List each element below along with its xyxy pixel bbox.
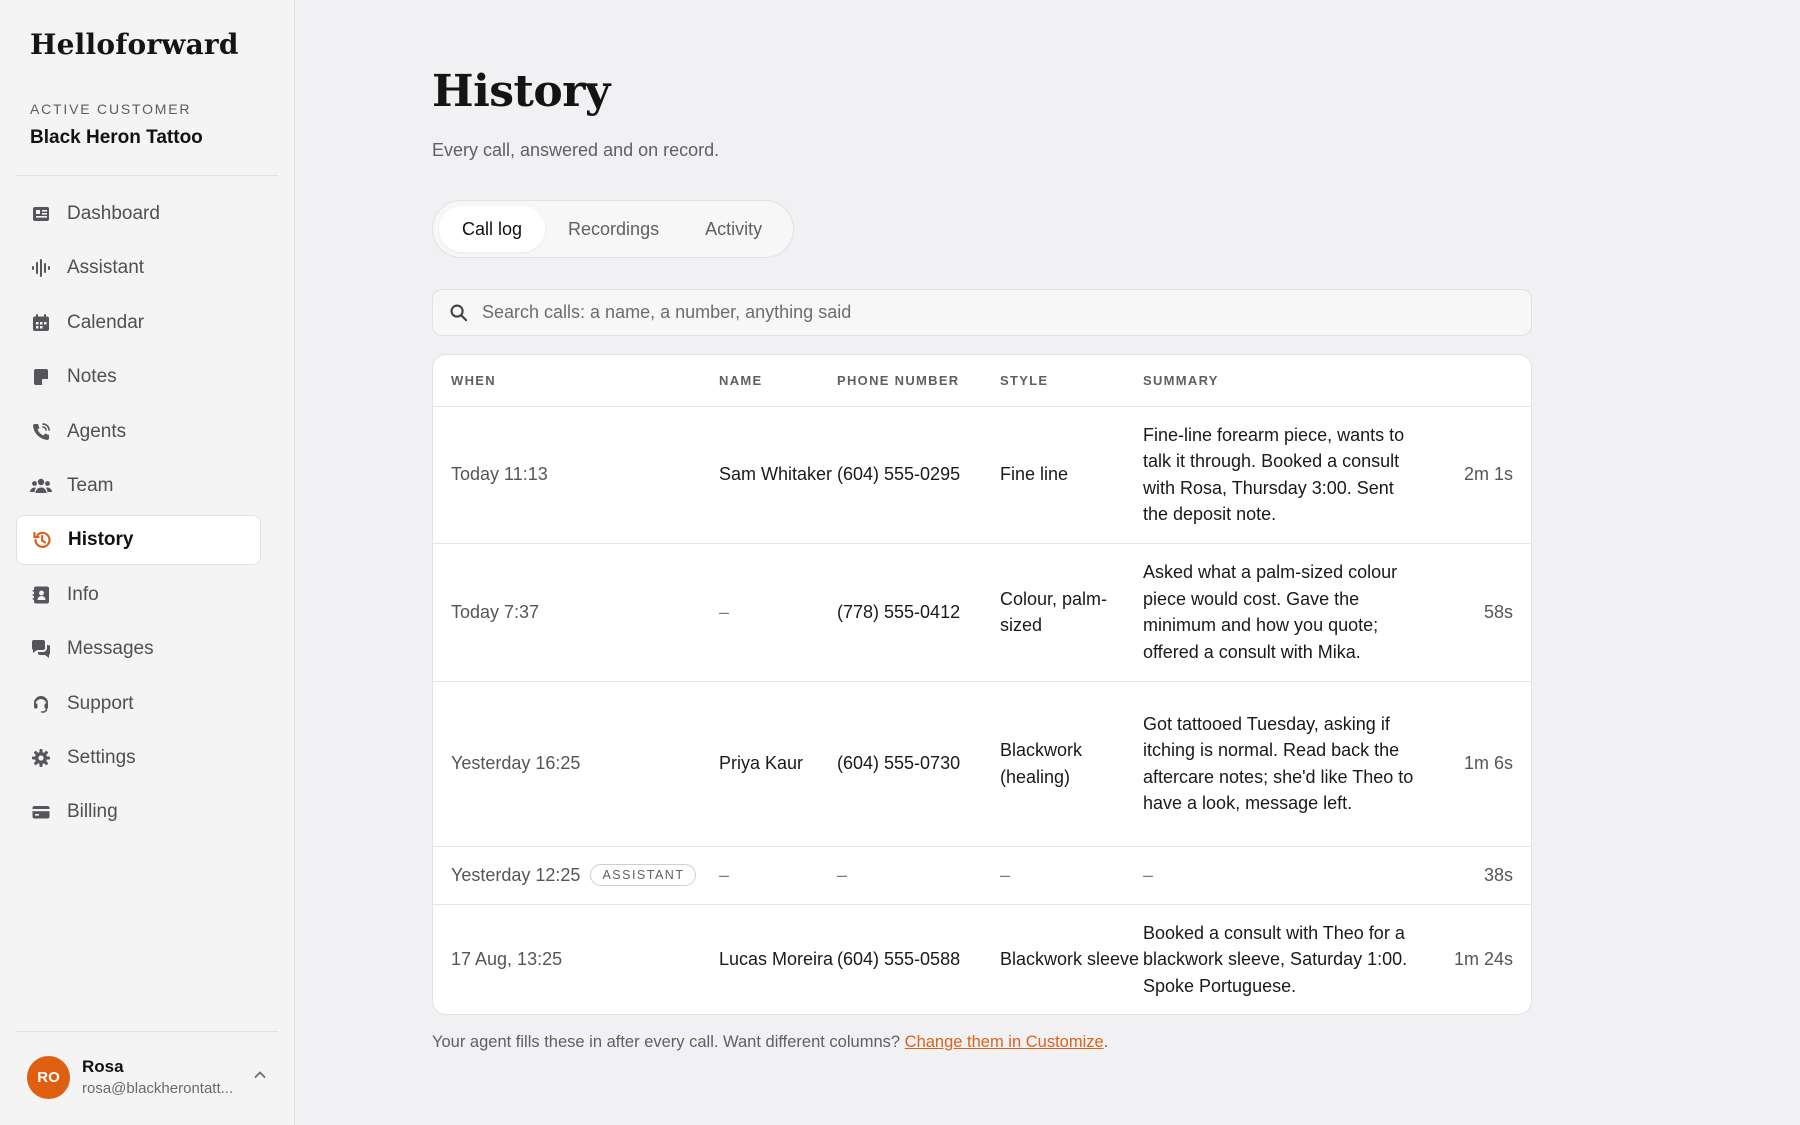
sidebar-item-history[interactable]: [16, 515, 261, 565]
table-row[interactable]: [433, 904, 1531, 1014]
search-icon: [449, 303, 468, 322]
footnote-end: .: [1103, 1033, 1109, 1051]
chat-icon: [30, 638, 52, 660]
cell-phone: –: [837, 846, 1000, 904]
phone-icon: [30, 421, 52, 443]
column-header-when[interactable]: WHEN: [433, 355, 719, 406]
cell-duration: 1m 24s: [1453, 949, 1513, 969]
page-title: History: [432, 66, 610, 117]
note-icon: [30, 366, 52, 388]
sidebar-item-agents[interactable]: [16, 407, 261, 457]
sidebar-item-label: Settings: [67, 746, 136, 768]
column-header-name[interactable]: NAME: [719, 355, 837, 406]
history-icon: [31, 529, 53, 551]
sidebar-item-label: Dashboard: [67, 203, 160, 224]
waveform-icon: [30, 257, 52, 279]
headset-icon: [30, 693, 52, 715]
cell-phone: (604) 555-0295: [837, 406, 1000, 543]
cell-phone: (778) 555-0412: [837, 543, 1000, 681]
column-header-duration: [1433, 355, 1531, 406]
cell-style: –: [1000, 846, 1143, 904]
cell-summary: Asked what a palm-sized colour piece would cost. Gave the minimum and how you quote; offered a consult with Mika.: [1143, 543, 1433, 681]
cell-summary: –: [1143, 846, 1433, 904]
sidebar-item-label: Support: [67, 692, 134, 714]
sidebar-item-support[interactable]: [16, 679, 261, 729]
tab-call-log[interactable]: Call log: [439, 206, 545, 252]
table-row[interactable]: [433, 543, 1531, 681]
sidebar-item-messages[interactable]: [16, 624, 261, 674]
chevron-up-icon[interactable]: [252, 1067, 272, 1088]
cell-phone: (604) 555-0730: [837, 681, 1000, 846]
sidebar-item-calendar[interactable]: [16, 298, 261, 348]
page-subtitle: Every call, answered and on record.: [432, 140, 720, 160]
cell-when-text: Yesterday 12:25: [451, 864, 581, 885]
sidebar-item-label: Assistant: [67, 257, 145, 279]
cell-when: 17 Aug, 13:25: [451, 949, 563, 969]
sidebar-item-billing[interactable]: [16, 787, 261, 837]
cell-style: Blackwork (healing): [1000, 681, 1143, 846]
cell-phone: (604) 555-0588: [837, 949, 961, 969]
cell-when: [433, 846, 719, 904]
sidebar-item-label: Billing: [67, 801, 118, 823]
user-email: rosa@blackherontatt...: [82, 1080, 234, 1097]
sidebar-item-label: Calendar: [67, 311, 145, 333]
footnote-text: Your agent fills these in after every call. Want different columns?: [432, 1033, 901, 1051]
user-name: Rosa: [82, 1057, 124, 1076]
sidebar-item-label: Agents: [67, 420, 127, 442]
cell-style: Blackwork sleeve: [1000, 949, 1140, 969]
sidebar-item-label: Messages: [67, 638, 154, 660]
sidebar-item-label: History: [68, 529, 134, 551]
sidebar: [0, 0, 295, 1125]
sidebar-divider: [16, 175, 278, 176]
cell-name: –: [719, 543, 837, 681]
call-log-table: [432, 354, 1532, 1015]
user-menu[interactable]: [27, 1054, 272, 1100]
cell-duration: 2m 1s: [1433, 406, 1531, 543]
cell-name: –: [719, 846, 837, 904]
sidebar-item-settings[interactable]: [16, 733, 261, 783]
cell-name: Priya Kaur: [719, 681, 837, 846]
tab-recordings[interactable]: Recordings: [568, 218, 660, 239]
table-header-row: [433, 355, 1531, 406]
cell-when: Today 11:13: [433, 406, 719, 543]
sidebar-nav: [16, 189, 261, 842]
customize-link[interactable]: Change them in Customize: [904, 1033, 1104, 1051]
cell-summary: Fine-line forearm piece, wants to talk it through. Booked a consult with Rosa, Thursday 3:00. Sent the deposit note.: [1143, 406, 1433, 543]
cell-duration: 38s: [1433, 846, 1531, 904]
brand-logo[interactable]: Helloforward: [30, 28, 239, 61]
assistant-badge: ASSISTANT: [590, 864, 696, 886]
cell-style: Colour, palm-sized: [1000, 543, 1143, 681]
tab-bar: [432, 200, 794, 258]
contact-card-icon: [30, 584, 52, 606]
column-header-style[interactable]: STYLE: [1000, 355, 1143, 406]
cell-summary: Booked a consult with Theo for a blackwork sleeve, Saturday 1:00. Spoke Portuguese.: [1143, 922, 1408, 996]
sidebar-item-dashboard[interactable]: [16, 189, 261, 239]
sidebar-item-notes[interactable]: [16, 352, 261, 402]
team-icon: [30, 475, 52, 497]
sidebar-item-team[interactable]: [16, 461, 261, 511]
sidebar-item-label: Team: [67, 474, 114, 496]
search-input[interactable]: [482, 302, 1482, 323]
cell-style: Fine line: [1000, 406, 1143, 543]
tab-activity[interactable]: Activity: [705, 218, 763, 239]
active-customer-name[interactable]: Black Heron Tattoo: [30, 127, 203, 148]
cell-summary: Got tattooed Tuesday, asking if itching is normal. Read back the aftercare notes; she'd like Theo to have a look, message left.: [1143, 681, 1433, 846]
sidebar-item-label: Info: [67, 583, 99, 605]
cell-name: Sam Whitaker: [719, 406, 837, 543]
table-row[interactable]: [433, 681, 1531, 846]
active-customer-label: ACTIVE CUSTOMER: [30, 101, 192, 117]
table-row[interactable]: [433, 846, 1531, 904]
sidebar-divider: [16, 1031, 278, 1032]
avatar: RO: [27, 1056, 70, 1099]
cell-when: Yesterday 16:25: [433, 681, 719, 846]
column-header-phone[interactable]: PHONE NUMBER: [837, 355, 1000, 406]
table-row[interactable]: [433, 406, 1531, 543]
cell-duration: 1m 6s: [1433, 681, 1531, 846]
sidebar-item-info[interactable]: [16, 570, 261, 620]
cell-when: Today 7:37: [433, 543, 719, 681]
column-header-summary[interactable]: SUMMARY: [1143, 355, 1433, 406]
sidebar-item-label: Notes: [67, 366, 117, 388]
credit-card-icon: [30, 801, 52, 823]
cell-name: Lucas Moreira: [719, 949, 834, 969]
search-bar: [432, 289, 1532, 336]
gear-icon: [30, 747, 52, 769]
sidebar-item-assistant[interactable]: [16, 243, 261, 293]
dashboard-icon: [30, 203, 52, 225]
calendar-icon: [30, 312, 52, 334]
cell-duration: 58s: [1433, 543, 1531, 681]
table-footnote: [432, 1033, 1108, 1052]
